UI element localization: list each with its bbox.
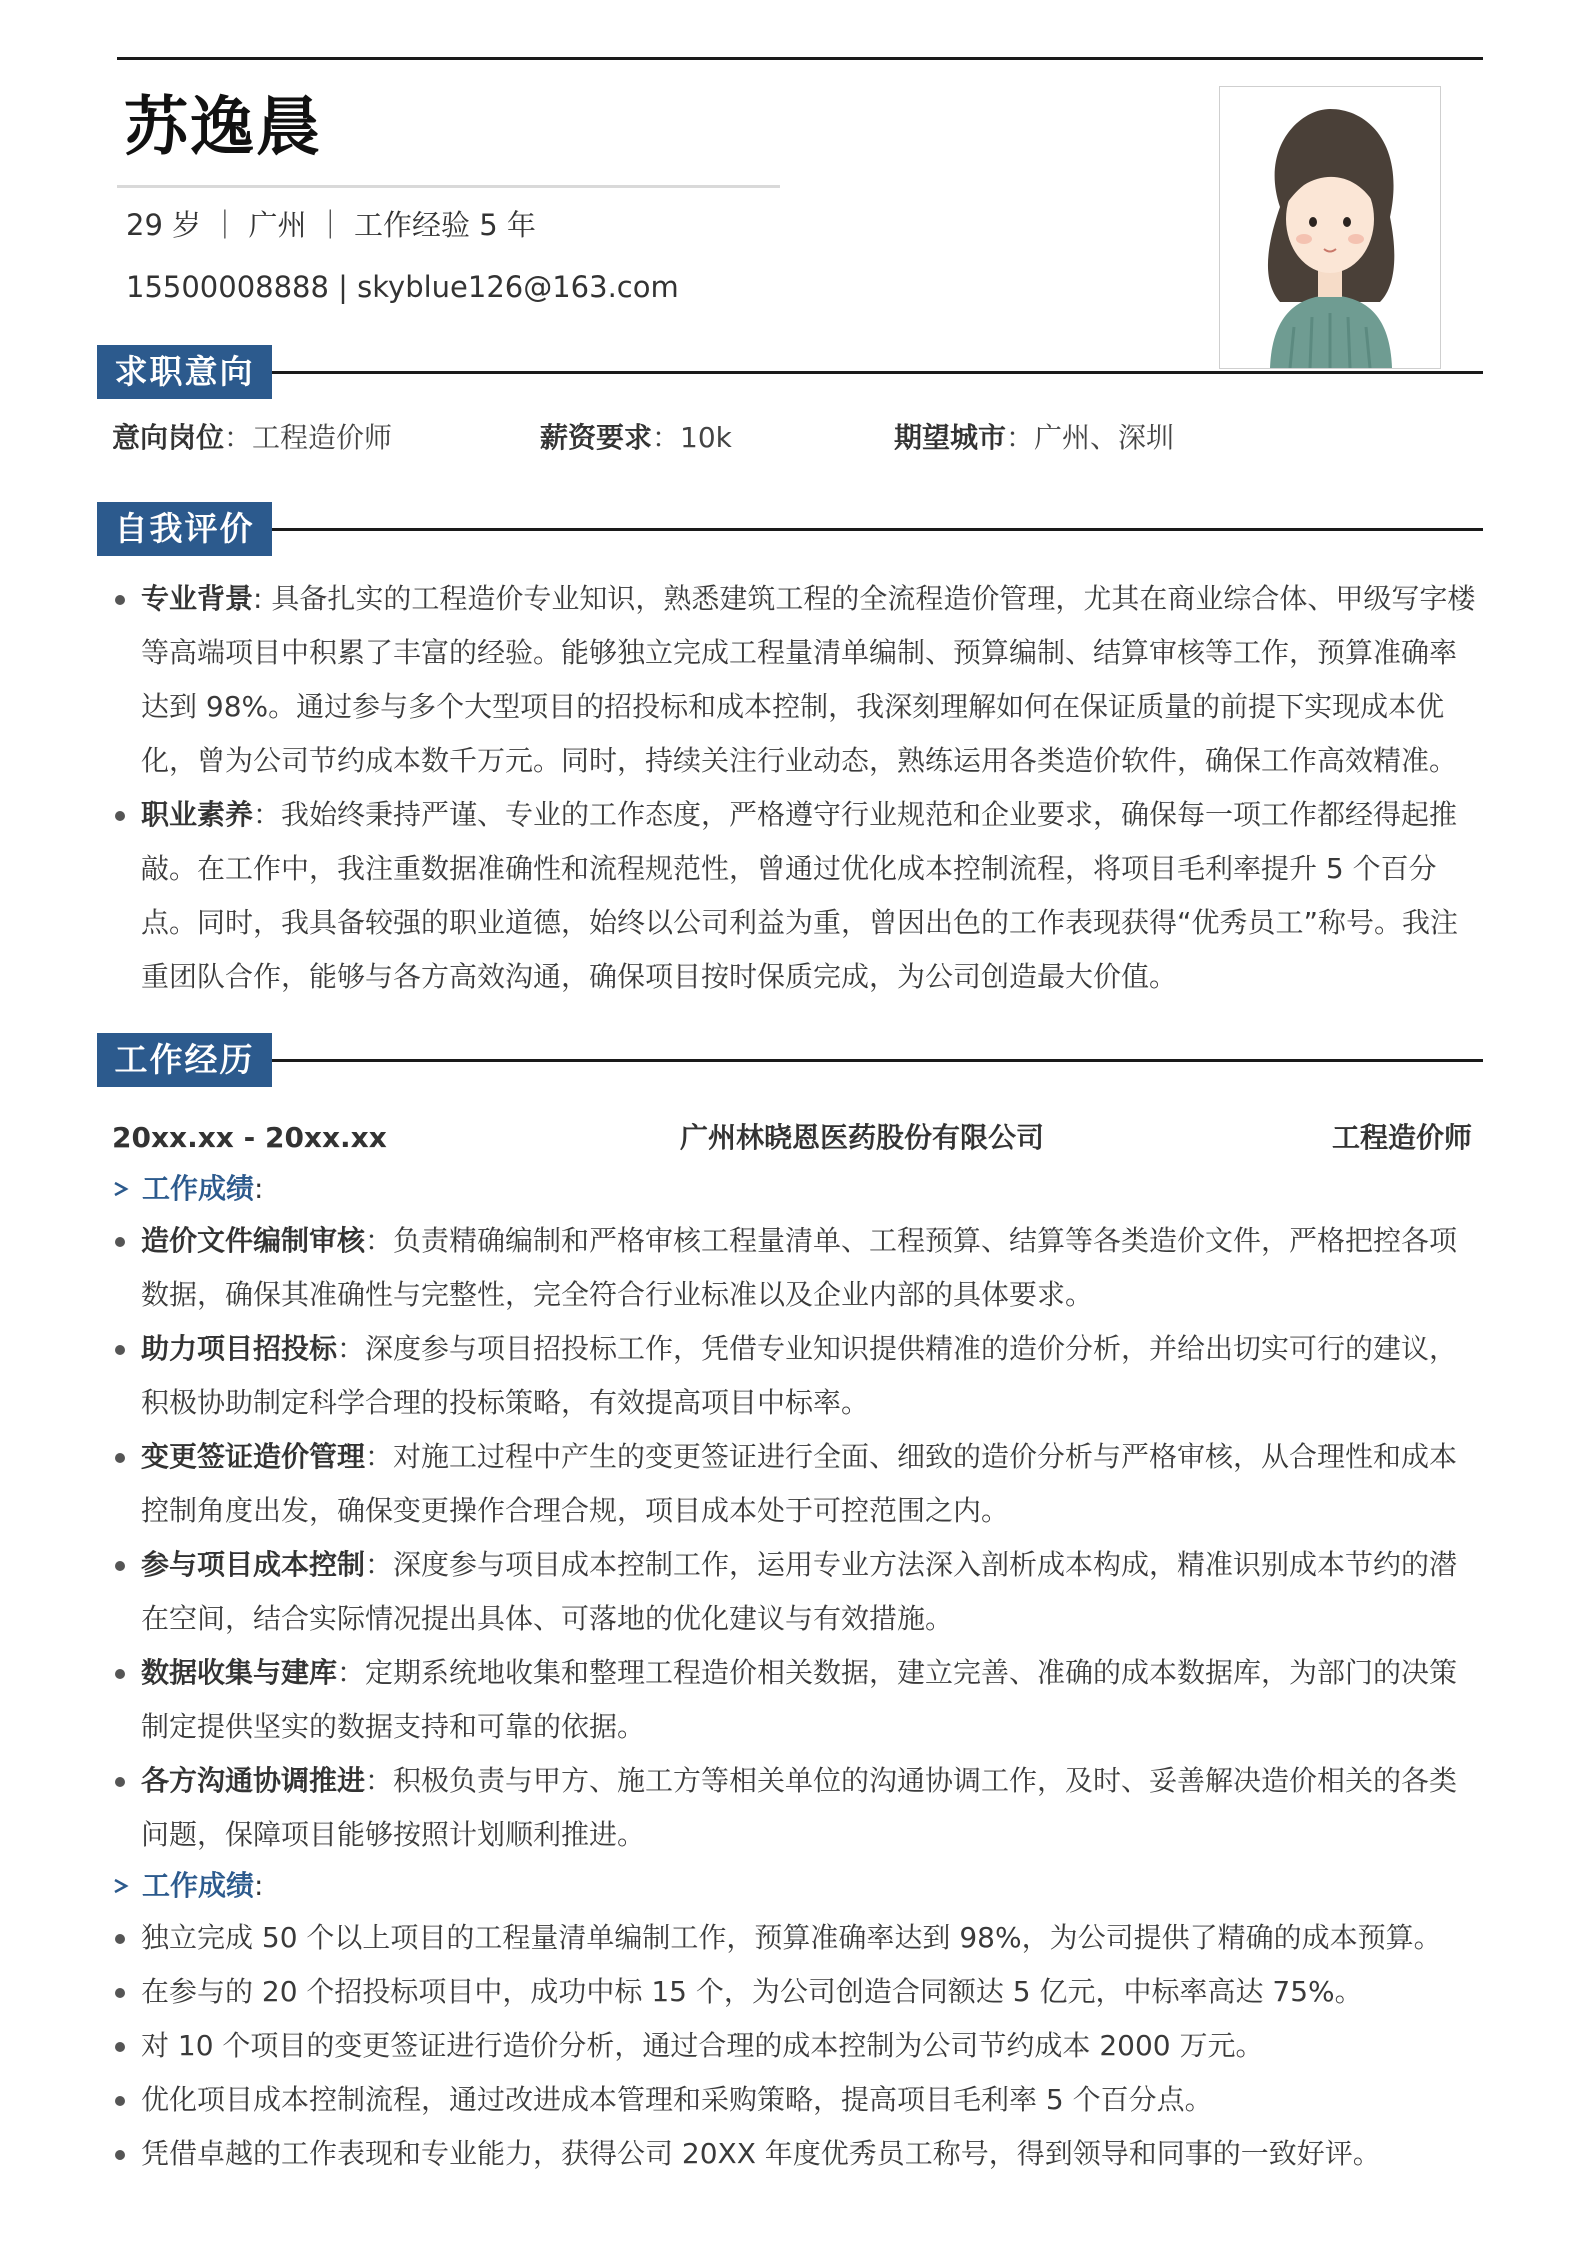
bullet-icon — [115, 1934, 125, 1944]
bullet-icon — [115, 811, 125, 821]
city-label: 期望城市 — [894, 421, 1007, 454]
bullet-icon — [115, 1988, 125, 1998]
duties-list — [112, 1214, 1484, 1862]
item-label: 专业背景 — [141, 582, 254, 615]
section-header-self-eval — [97, 502, 1483, 556]
job-header — [112, 1116, 1472, 1160]
list-item — [112, 1322, 1484, 1430]
item-text: : 具备扎实的工程造价专业知识，熟悉建筑工程的全流程造价管理，尤其在商业综合体、甲级写字楼等高端项目中积累了丰富的经验。能够独立完成工程量清单编制、预算编制、结算审核等工作，预算准确率达到 98%。通过参与多个大型项目的招投标和成本控制，我深刻理解如何在保证质量的前提下实现成本优化，曾为公司节约成本数千万元。同时，持续关注行业动态，熟练运用各类造价软件，确保工作高效精准。 — [141, 582, 1476, 777]
job-company: 广州林晓恩医药股份有限公司 — [680, 1121, 1045, 1154]
item-label: 各方沟通协调推进 — [141, 1764, 366, 1797]
avatar — [1219, 86, 1441, 369]
item-text: 在参与的 20 个招投标项目中，成功中标 15 个，为公司创造合同额达 5 亿元，中标率高达 75%。 — [141, 1975, 1363, 2008]
position-value: ：工程造价师 — [224, 421, 393, 454]
item-label: 变更签证造价管理 — [141, 1440, 366, 1473]
list-item — [112, 1646, 1484, 1754]
self-eval-list — [112, 572, 1484, 1004]
item-label: 职业素养 — [141, 798, 254, 831]
bullet-icon — [115, 1777, 125, 1787]
intent-position — [112, 418, 392, 458]
item-text: ：负责精确编制和严格审核工程量清单、工程预算、结算等各类造价文件，严格把控各项数据，确保其准确性与完整性，完全符合行业标准以及企业内部的具体要求。 — [141, 1224, 1458, 1311]
position-label: 意向岗位 — [112, 421, 225, 454]
contact-info: 15500008888 | skyblue126@163.com — [126, 270, 679, 304]
item-text: ：我始终秉持严谨、专业的工作态度，严格遵守行业规范和企业要求，确保每一项工作都经得起推敲。在工作中，我注重数据准确性和流程规范性，曾通过优化成本控制流程，将项目毛利率提升 5 个百分点。同时，我具备较强的职业道德，始终以公司利益为重，曾因出色的工作表现获得“优秀员工”称号。我注重团队合作，能够与各方高效沟通，确保项目按时保质完成，为公司创造最大价值。 — [141, 798, 1459, 993]
chevron-right-icon — [112, 1167, 138, 1211]
results-heading-label: 工作成绩 — [142, 1869, 255, 1902]
section-rule — [272, 371, 1483, 374]
item-label: 数据收集与建库 — [141, 1656, 338, 1689]
list-item — [112, 2019, 1484, 2073]
chevron-right-icon — [112, 1864, 138, 1908]
item-text: 优化项目成本控制流程，通过改进成本管理和采购策略，提高项目毛利率 5 个百分点。 — [141, 2083, 1213, 2116]
results-heading: 工作成绩: — [112, 1864, 263, 1908]
item-label: 造价文件编制审核 — [141, 1224, 366, 1257]
item-label: 助力项目招投标 — [141, 1332, 338, 1365]
list-item — [112, 572, 1484, 788]
list-item — [112, 2127, 1484, 2181]
list-item — [112, 2073, 1484, 2127]
list-item — [112, 788, 1484, 1004]
item-label: 参与项目成本控制 — [141, 1548, 366, 1581]
basic-info: 29 岁 ｜ 广州 ｜ 工作经验 5 年 — [126, 208, 536, 242]
intent-salary — [540, 418, 732, 458]
duties-heading: 工作成绩: — [112, 1167, 263, 1211]
section-header-intent — [97, 345, 1483, 399]
list-item — [112, 1754, 1484, 1862]
bullet-icon — [115, 2042, 125, 2052]
bullet-icon — [115, 1669, 125, 1679]
item-text: ：深度参与项目成本控制工作，运用专业方法深入剖析成本构成，精准识别成本节约的潜在空间，结合实际情况提出具体、可落地的优化建议与有效措施。 — [141, 1548, 1458, 1635]
bullet-icon — [115, 595, 125, 605]
item-text: ：定期系统地收集和整理工程造价相关数据，建立完善、准确的成本数据库，为部门的决策制定提供坚实的数据支持和可靠的依据。 — [141, 1656, 1458, 1743]
list-item — [112, 1911, 1484, 1965]
bullet-icon — [115, 1237, 125, 1247]
bullet-icon — [115, 2150, 125, 2160]
bullet-icon — [115, 1561, 125, 1571]
section-header-work — [97, 1033, 1483, 1087]
duties-heading-label: 工作成绩 — [142, 1172, 255, 1205]
list-item — [112, 1538, 1484, 1646]
list-item — [112, 1214, 1484, 1322]
section-title-intent: 求职意向 — [97, 345, 272, 399]
bullet-icon — [115, 1345, 125, 1355]
top-rule — [117, 57, 1483, 60]
section-rule — [272, 528, 1483, 531]
list-item — [112, 1430, 1484, 1538]
item-text: ：深度参与项目招投标工作，凭借专业知识提供精准的造价分析，并给出切实可行的建议，积极协助制定科学合理的投标策略，有效提高项目中标率。 — [141, 1332, 1458, 1419]
job-period: 20xx.xx - 20xx.xx — [112, 1121, 387, 1154]
section-title-work: 工作经历 — [97, 1033, 272, 1087]
salary-value: ：10k — [652, 421, 732, 454]
salary-label: 薪资要求 — [540, 421, 653, 454]
item-text: ：积极负责与甲方、施工方等相关单位的沟通协调工作，及时、妥善解决造价相关的各类问题，保障项目能够按照计划顺利推进。 — [141, 1764, 1458, 1851]
name-divider — [117, 185, 780, 188]
city-value: ：广州、深圳 — [1006, 421, 1175, 454]
job-role: 工程造价师 — [1331, 1121, 1472, 1154]
section-title-self-eval: 自我评价 — [97, 502, 272, 556]
item-text: 凭借卓越的工作表现和专业能力，获得公司 20XX 年度优秀员工称号，得到领导和同事的一致好评。 — [141, 2137, 1381, 2170]
item-text: 对 10 个项目的变更签证进行造价分析，通过合理的成本控制为公司节约成本 2000 万元。 — [141, 2029, 1264, 2062]
item-text: ：对施工过程中产生的变更签证进行全面、细致的造价分析与严格审核，从合理性和成本控制角度出发，确保变更操作合理合规，项目成本处于可控范围之内。 — [141, 1440, 1458, 1527]
bullet-icon — [115, 2096, 125, 2106]
candidate-name: 苏逸晨 — [124, 91, 322, 165]
avatar-illustration — [1220, 87, 1440, 368]
list-item — [112, 1965, 1484, 2019]
intent-city — [894, 418, 1174, 458]
bullet-icon — [115, 1453, 125, 1463]
section-rule — [272, 1059, 1483, 1062]
item-text: 独立完成 50 个以上项目的工程量清单编制工作，预算准确率达到 98%，为公司提供了精确的成本预算。 — [141, 1921, 1442, 1954]
results-list — [112, 1911, 1484, 2181]
